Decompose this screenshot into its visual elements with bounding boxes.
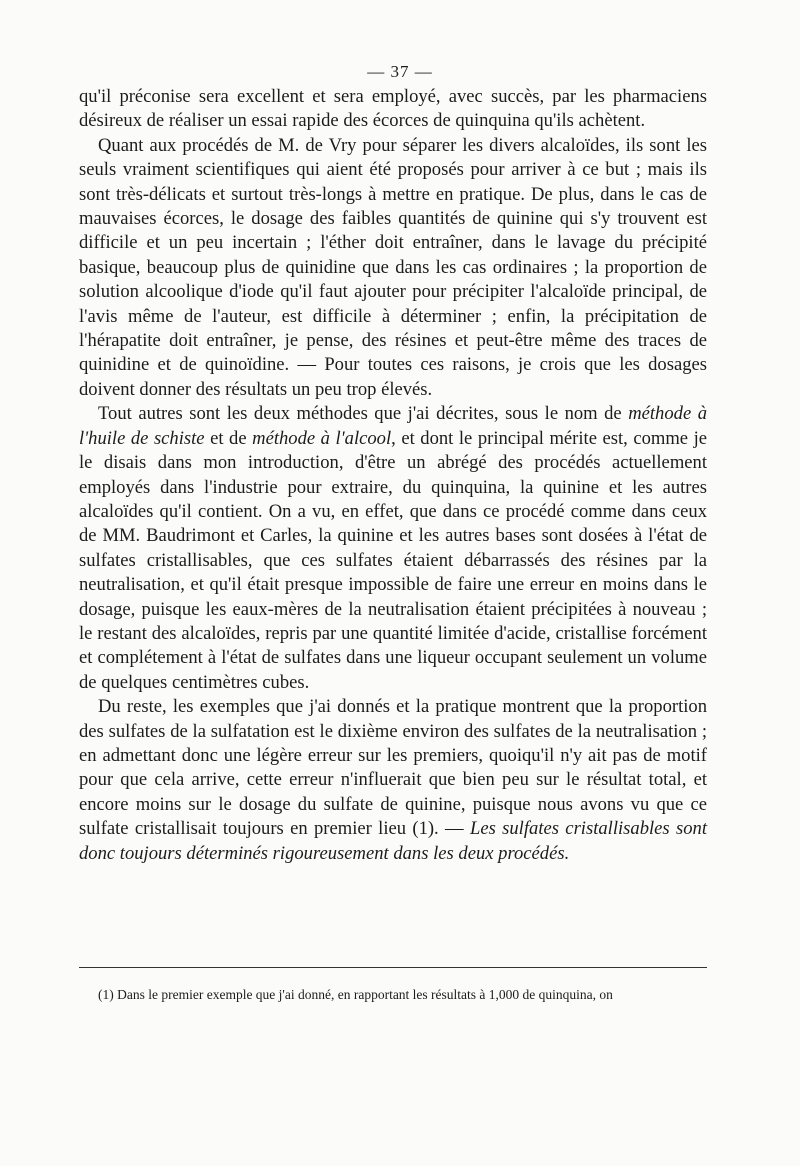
italic-term: méthode à l'alcool [252,427,392,449]
footnote: (1) Dans le premier exemple que j'ai donné, en rapportant les résultats à 1,000 de quinquina, on [98,987,613,1002]
text-segment: et de [204,427,253,449]
paragraph [79,134,707,402]
text-segment: Du reste, les exemples que j'ai donnés et la pratique montrent que la proportion des sulfates de la sulfatation est le dixième environ des sulfates de la neutralisation ; en admettant donc une légère erreur sur les premiers, quoiqu'il n'y ait pas de motif pour que cela arrive, cette erreur n'influerait que bien peu sur le résultat total, et encore moins sur le dosage du sulfate de quinine, puisque nous avons vu que ce sulfate cristallisait toujours en premier lieu (1). — [79,696,707,840]
text-segment: Quant aux procédés de M. de Vry pour séparer les divers alcaloïdes, ils sont les seuls vraiment scientifiques qui aient été proposés pour arriver à ce but ; mais ils sont très-délicats et surtout très-longs à mettre en pratique. De plus, dans le cas de mauvaises écorces, le dosage des faibles quantités de quinine qui s'y trouvent est difficile et un peu incertain ; l'éther doit entraîner, dans le lavage du précipité basique, beaucoup plus de quinidine que dans les cas ordinaires ; la proportion de solution alcoolique d'iode qu'il faut ajouter pour précipiter l'alcaloïde principal, de l'avis même de l'auteur, est difficile à déterminer ; enfin, la précipitation de l'hérapatite doit entraîner, je pense, des résines et peut-être même des traces de quinidine et de quinoïdine. — Pour toutes ces raisons, je crois que les dosages doivent donner des résultats un peu trop élevés. [79,134,707,400]
text-segment: Tout autres sont les deux méthodes que j'ai décrites, sous le nom de [98,403,629,425]
paragraph [79,85,707,134]
body-text [79,85,707,866]
footnote-divider [79,967,707,968]
page-number: — 37 — [367,62,433,81]
italic-term: méthode à l'huile de schiste [79,403,707,449]
italic-conclusion: Les sulfates cristallisables sont donc toujours déterminés rigoureusement dans les deux procédés. [79,818,707,864]
paragraph [79,402,707,695]
paragraph [79,695,707,866]
text-segment: qu'il préconise sera excellent et sera employé, avec succès, par les pharmaciens désireux de réaliser un essai rapide des écorces de quinquina qu'ils achètent. [79,86,707,132]
text-segment: , et dont le principal mérite est, comme je le disais dans mon introduction, d'être un abrégé des procédés actuellement employés dans l'industrie pour extraire, du quinquina, la quinine et les autres alcaloïdes qu'il contient. On a vu, en effet, que dans ce procédé comme dans ceux de MM. Baudrimont et Carles, la quinine et les autres bases sont dosées à l'état de sulfates cristallisables, que ces sulfates étaient débarrassés des résines par la neutralisation, et qu'il était presque impossible de faire une erreur en moins dans le dosage, puisque les eaux-mères de la neutralisation étaient précipitées à nouveau ; le restant des alcaloïdes, repris par une quantité limitée d'acide, cristallise forcément et complétement à l'état de sulfates dans une liqueur occupant seulement un volume de quelques centimètres cubes. [79,427,708,693]
